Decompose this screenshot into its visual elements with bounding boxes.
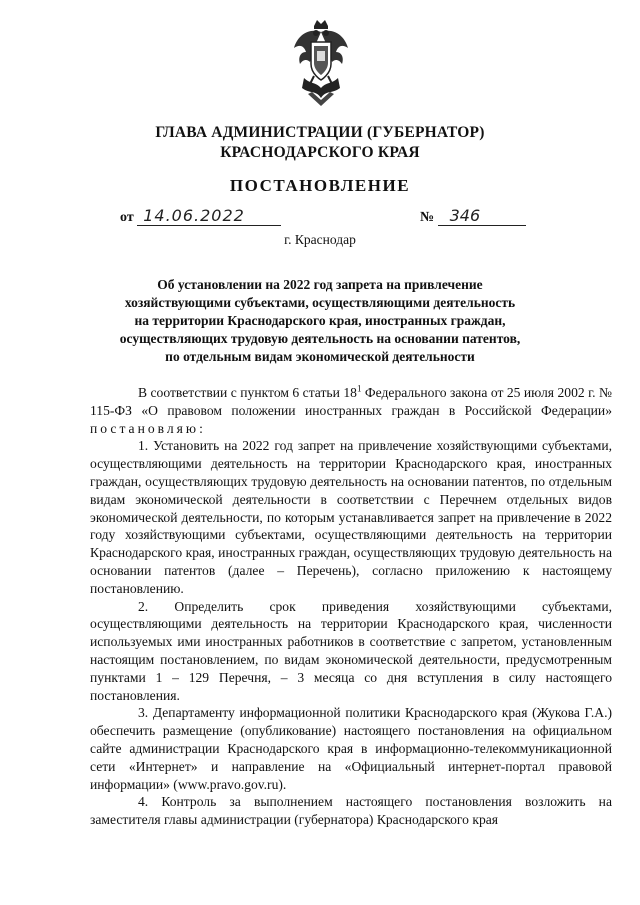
paragraph-1: 1. Установить на 2022 год запрет на привлечение хозяйствующими субъектами, осуществляющими деятельность на территории Краснодарского края, иностранных граждан, осуществляющих трудовую деятельность на основании патентов, по отдельным видам экономической деятельности в соответствии с Перечнем отдельных видов экономической деятельности, по которым устанавливается запрет на привлечение в 2022 году хозяйствующими субъектами, осуществляющими деятельность на территории Краснодарского края, иностранных граждан, осуществляющих трудовую деятельность на основании патентов (далее – Перечень), согласно приложению к настоящему постановлению. <box>90 438 612 596</box>
intro-paragraph <box>90 384 612 437</box>
decree-title-line: хозяйствующими субъектами, осуществляющими деятельность <box>124 295 516 310</box>
paragraph-3: 3. Департаменту информационной политики Краснодарского края (Жукова Г.А.) обеспечить размещение (опубликование) настоящего постановления на официальном сайте администрации Краснодарского края в информационно-телекоммуникационной сети «Интернет» и направление на «Официальный интернет-портал правовой информации» (www.pravo.gov.ru). <box>90 705 612 792</box>
decree-body <box>90 384 612 829</box>
decree-title <box>100 276 540 366</box>
date-value: 14.06.2022 <box>137 206 281 226</box>
intro-text-a: В соответствии с пунктом 6 статьи 18 <box>138 385 357 400</box>
decree-title-line: Об установлении на 2022 год запрета на привлечение <box>157 277 483 292</box>
article-superscript: 1 <box>356 383 362 394</box>
paragraph-2: 2. Определить срок приведения хозяйствующими субъектами, осуществляющими деятельность на территории Краснодарского края, численности используемых ими иностранных работников в соответствие с запретом, установленным настоящим постановлением, по видам экономической деятельности, предусмотренным пунктами 1 – 129 Перечня, – 3 месяца со дня вступления в силу настоящего постановления. <box>90 598 612 703</box>
intro-text-b: Федерального закона от 25 июля 2002 г. № 115-ФЗ «О правовом положении иностранных граждан в Российской Федерации» <box>90 385 612 418</box>
paragraph-4: 4. Контроль за выполнением настоящего постановления возложить на заместителя главы администрации (губернатора) Краснодарского края <box>90 794 612 828</box>
resolve-word: постановляю: <box>90 420 206 436</box>
decree-title-line: на территории Краснодарского края, иностранных граждан, <box>134 313 506 328</box>
number-row <box>420 206 526 226</box>
decree-title-line: по отдельным видам экономической деятельности <box>165 349 475 364</box>
city-label: г. Краснодар <box>284 232 356 247</box>
coat-of-arms-icon <box>290 18 352 110</box>
number-value: 346 <box>438 206 526 226</box>
date-prefix: от <box>120 210 134 225</box>
date-row <box>120 206 281 226</box>
number-prefix: № <box>420 210 435 225</box>
decree-title-line: осуществляющих трудовую деятельность на основании патентов, <box>119 331 521 346</box>
issuer-line-1: ГЛАВА АДМИНИСТРАЦИИ (ГУБЕРНАТОР) <box>155 124 485 141</box>
issuer-line-2: КРАСНОДАРСКОГО КРАЯ <box>220 144 420 161</box>
document-type-title: ПОСТАНОВЛЕНИЕ <box>229 176 411 195</box>
